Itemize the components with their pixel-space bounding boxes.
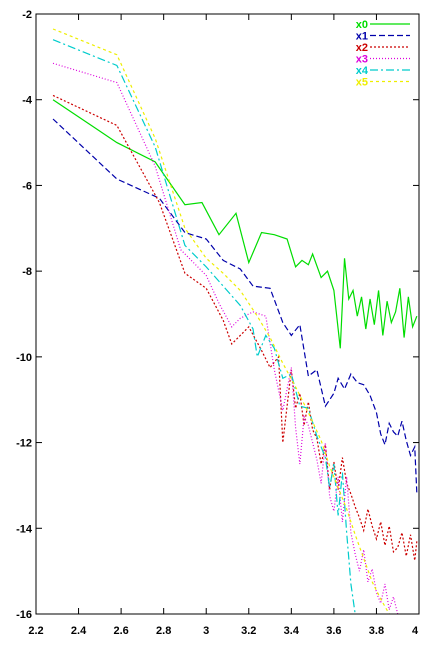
x-tick-label: 2.4	[70, 625, 87, 637]
x-tick-label: 2.6	[113, 625, 129, 637]
series-line-x5	[53, 29, 389, 614]
x-tick-label: 2.8	[156, 625, 172, 637]
y-tick-label: -10	[16, 351, 32, 364]
x-tick-label: 3.8	[368, 625, 385, 637]
x-tick-label: 3	[203, 625, 210, 637]
y-tick-label: -6	[22, 180, 32, 193]
x-tick-label: 3.2	[241, 625, 257, 637]
plot-area	[53, 29, 417, 614]
series-line-x2	[53, 95, 417, 560]
legend-label-x2: x2	[355, 42, 368, 54]
series-line-x0	[53, 100, 417, 349]
x-tick-label: 3.6	[326, 625, 342, 637]
legend-label-x5: x5	[355, 76, 368, 89]
legend-label-x1: x1	[355, 30, 368, 43]
y-tick-label: -8	[22, 266, 32, 279]
x-tick-label: 4	[411, 625, 419, 637]
y-tick-label: -2	[22, 9, 32, 21]
series-line-x4	[53, 40, 355, 614]
legend-label-x3: x3	[355, 53, 368, 66]
y-tick-label: -16	[16, 609, 32, 621]
x-tick-label: 3.4	[283, 625, 299, 637]
y-tick-label: -12	[16, 437, 32, 450]
y-tick-label: -4	[22, 94, 32, 107]
legend	[356, 19, 410, 89]
legend-label-x4: x4	[355, 65, 368, 77]
legend-label-x0: x0	[355, 19, 368, 31]
y-tick-label: -14	[16, 523, 32, 536]
x-tick-label: 2.2	[28, 625, 44, 637]
